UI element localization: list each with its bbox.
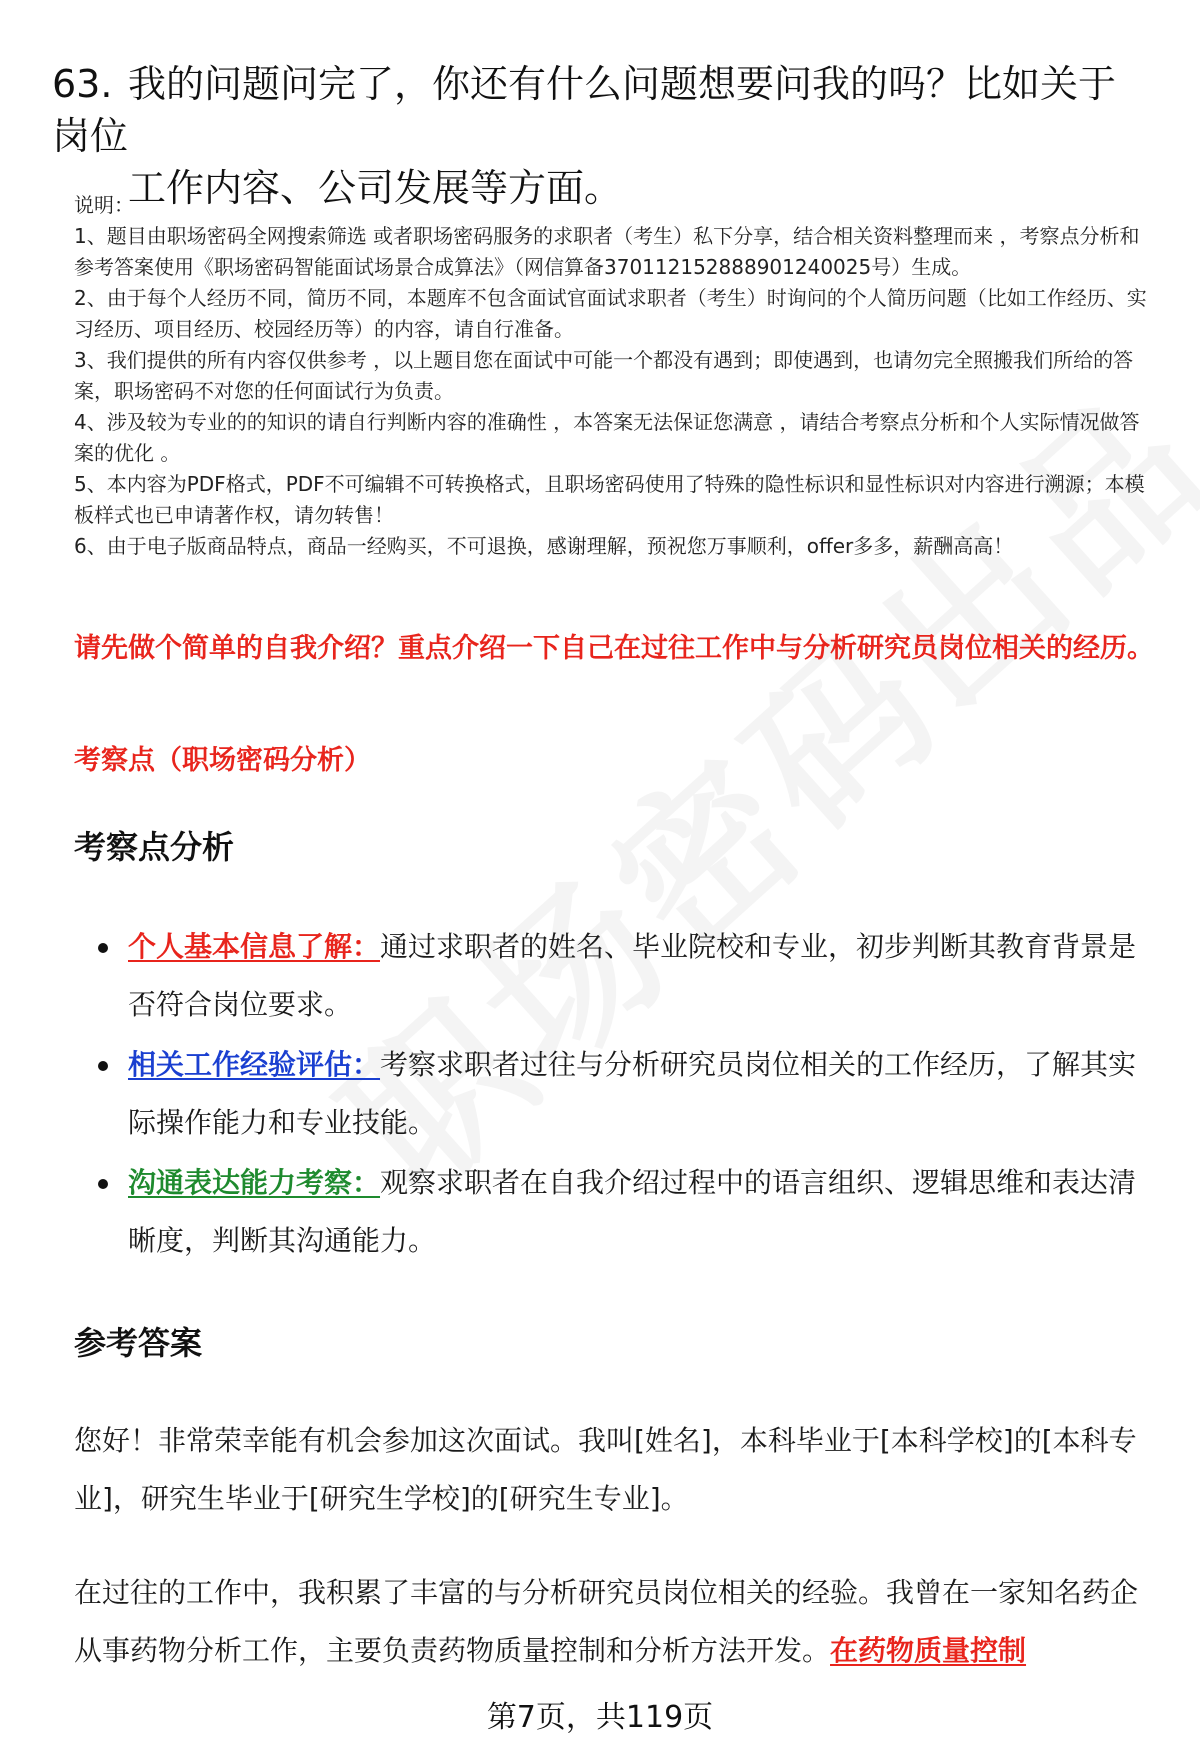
analysis-item xyxy=(74,1154,1154,1270)
notes-item: 2、由于每个人经历不同，简历不同，本题库不包含面试官面试求职者（考生）时询问的个人简历问题（比如工作经历、实习经历、项目经历、校园经历等）的内容，请自行准备。 xyxy=(74,286,1147,341)
interview-question: 请先做个简单的自我介绍？重点介绍一下自己在过往工作中与分析研究员岗位相关的经历。 xyxy=(74,633,1154,664)
answer-heading: 参考答案 xyxy=(74,1324,203,1362)
notes-item: 5、本内容为PDF格式，PDF不可编辑不可转换格式，且职场密码使用了特殊的隐性标识和显性标识对内容进行溯源；本模板样式也已申请著作权，请勿转售！ xyxy=(74,472,1145,527)
question-number: 63. xyxy=(52,62,113,106)
notes-item: 3、我们提供的所有内容仅供参考 ，以上题目您在面试中可能一个都没有遇到；即使遇到，也请勿完全照搬我们所给的答案，职场密码不对您的任何面试行为负责。 xyxy=(74,348,1134,403)
answer-paragraph-1: 您好！非常荣幸能有机会参加这次面试。我叫[姓名]，本科毕业于[本科学校]的[本科专业]，研究生毕业于[研究生学校]的[研究生专业]。 xyxy=(74,1424,1137,1515)
answer-paragraph-2 xyxy=(74,1564,1154,1680)
bullet-icon xyxy=(98,1061,108,1071)
analysis-heading: 考察点分析 xyxy=(74,828,235,866)
notes-item: 4、涉及较为专业的的知识的请自行判断内容的准确性 ，本答案无法保证您满意 ，请结合考察点分析和个人实际情况做答案的优化 。 xyxy=(74,410,1140,465)
analysis-item-label: 相关工作经验评估： xyxy=(128,1048,381,1081)
analysis-item-label: 沟通表达能力考察： xyxy=(128,1166,381,1199)
analysis-source-label: 考察点（职场密码分析） xyxy=(74,745,371,776)
notes-section xyxy=(74,190,1154,562)
analysis-list xyxy=(74,918,1154,1272)
analysis-item-text: 观察求职者在自我介绍过程中的语言组织、逻辑思维和表达清晰度，判断其沟通能力。 xyxy=(128,1166,1137,1257)
notes-item: 6、由于电子版商品特点，商品一经购买，不可退换，感谢理解，预祝您万事顺利，offer多多，薪酬高高！ xyxy=(74,534,1014,558)
bullet-icon xyxy=(98,1179,108,1189)
analysis-item xyxy=(74,1036,1154,1152)
page-footer: 第7页，共119页 xyxy=(486,1700,714,1735)
analysis-item xyxy=(74,918,1154,1034)
notes-item: 1、题目由职场密码全网搜索筛选 或者职场密码服务的求职者（考生）私下分享，结合相关资料整理而来 ，考察点分析和参考答案使用《职场密码智能面试场景合成算法》（网信算备370112152888901240025号）生成。 xyxy=(74,224,1140,279)
question-line-1: 我的问题问完了，你还有什么问题想要问我的吗？比如关于岗位 xyxy=(52,62,1117,158)
answer-highlight: 在药物质量控制 xyxy=(830,1634,1027,1667)
notes-heading: 说明： xyxy=(74,193,134,217)
bullet-icon xyxy=(98,943,108,953)
analysis-item-text: 考察求职者过往与分析研究员岗位相关的工作经历，了解其实际操作能力和专业技能。 xyxy=(128,1048,1137,1139)
analysis-item-label: 个人基本信息了解： xyxy=(128,930,381,963)
answer-paragraph-2-text: 在过往的工作中，我积累了丰富的与分析研究员岗位相关的经验。我曾在一家知名药企从事药物分析工作，主要负责药物质量控制和分析方法开发。 xyxy=(74,1576,1139,1667)
analysis-item-text: 通过求职者的姓名、毕业院校和专业，初步判断其教育背景是否符合岗位要求。 xyxy=(128,930,1137,1021)
question-line-2: 工作内容、公司发展等方面。 xyxy=(128,166,623,210)
